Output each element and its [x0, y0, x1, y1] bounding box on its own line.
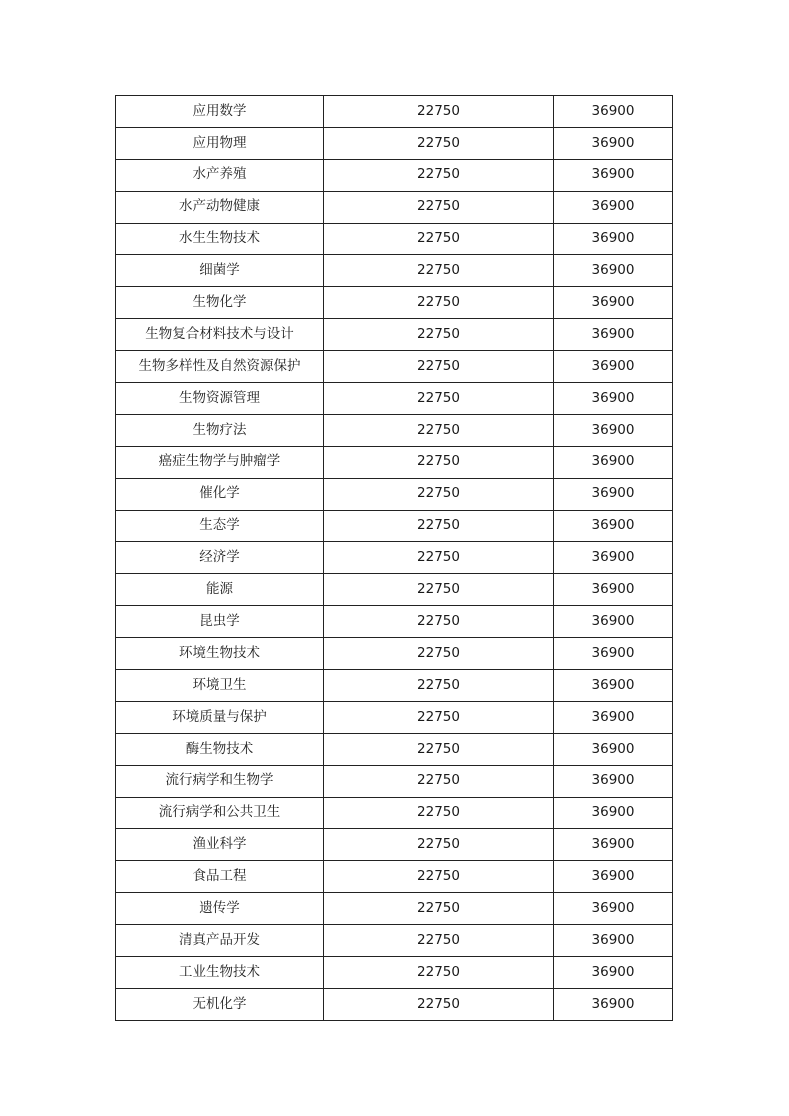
- fee-value-cell-2: 36900: [554, 478, 673, 510]
- table-row: [116, 861, 673, 893]
- fee-value-cell-2: 36900: [554, 925, 673, 957]
- program-name-cell: 癌症生物学与肿瘤学: [116, 446, 324, 478]
- table-row: [116, 446, 673, 478]
- program-name-cell: 应用物理: [116, 127, 324, 159]
- fee-value-cell-1: 22750: [324, 797, 554, 829]
- program-name-cell: 水产养殖: [116, 159, 324, 191]
- program-name-cell: 无机化学: [116, 988, 324, 1020]
- table-row: [116, 351, 673, 383]
- table-row: [116, 319, 673, 351]
- fee-value-cell-1: 22750: [324, 765, 554, 797]
- program-name-cell: 细菌学: [116, 255, 324, 287]
- fee-value-cell-1: 22750: [324, 159, 554, 191]
- table-row: [116, 893, 673, 925]
- fee-value-cell-1: 22750: [324, 893, 554, 925]
- fee-value-cell-2: 36900: [554, 510, 673, 542]
- table-row: [116, 414, 673, 446]
- program-name-cell: 工业生物技术: [116, 957, 324, 989]
- fee-value-cell-1: 22750: [324, 606, 554, 638]
- fee-value-cell-2: 36900: [554, 861, 673, 893]
- program-name-cell: 遗传学: [116, 893, 324, 925]
- fee-value-cell-2: 36900: [554, 957, 673, 989]
- program-name-cell: 渔业科学: [116, 829, 324, 861]
- program-name-cell: 生物多样性及自然资源保护: [116, 351, 324, 383]
- fee-value-cell-2: 36900: [554, 606, 673, 638]
- table-row: [116, 478, 673, 510]
- fee-value-cell-1: 22750: [324, 733, 554, 765]
- table-row: [116, 988, 673, 1020]
- fee-value-cell-2: 36900: [554, 893, 673, 925]
- table-row: [116, 797, 673, 829]
- program-name-cell: 生物资源管理: [116, 383, 324, 415]
- fee-value-cell-1: 22750: [324, 510, 554, 542]
- fee-value-cell-2: 36900: [554, 96, 673, 128]
- fee-value-cell-2: 36900: [554, 670, 673, 702]
- program-name-cell: 水产动物健康: [116, 191, 324, 223]
- program-name-cell: 催化学: [116, 478, 324, 510]
- fee-value-cell-1: 22750: [324, 319, 554, 351]
- program-name-cell: 酶生物技术: [116, 733, 324, 765]
- table-row: [116, 957, 673, 989]
- fee-value-cell-2: 36900: [554, 765, 673, 797]
- program-name-cell: 昆虫学: [116, 606, 324, 638]
- table-row: [116, 96, 673, 128]
- fee-value-cell-2: 36900: [554, 127, 673, 159]
- fee-value-cell-2: 36900: [554, 223, 673, 255]
- fee-value-cell-1: 22750: [324, 446, 554, 478]
- program-name-cell: 流行病学和生物学: [116, 765, 324, 797]
- program-fee-table: [115, 95, 673, 1021]
- table-row: [116, 670, 673, 702]
- fee-value-cell-2: 36900: [554, 446, 673, 478]
- program-name-cell: 生物复合材料技术与设计: [116, 319, 324, 351]
- fee-value-cell-1: 22750: [324, 351, 554, 383]
- fee-value-cell-1: 22750: [324, 670, 554, 702]
- fee-value-cell-1: 22750: [324, 255, 554, 287]
- table-row: [116, 255, 673, 287]
- table-row: [116, 127, 673, 159]
- program-name-cell: 流行病学和公共卫生: [116, 797, 324, 829]
- fee-value-cell-2: 36900: [554, 574, 673, 606]
- table-body: [116, 96, 673, 1021]
- table-row: [116, 765, 673, 797]
- table-row: [116, 829, 673, 861]
- fee-value-cell-2: 36900: [554, 829, 673, 861]
- fee-value-cell-1: 22750: [324, 542, 554, 574]
- fee-value-cell-1: 22750: [324, 287, 554, 319]
- program-name-cell: 生态学: [116, 510, 324, 542]
- program-name-cell: 生物疗法: [116, 414, 324, 446]
- fee-value-cell-1: 22750: [324, 988, 554, 1020]
- table-row: [116, 383, 673, 415]
- fee-value-cell-1: 22750: [324, 96, 554, 128]
- table-row: [116, 701, 673, 733]
- program-name-cell: 清真产品开发: [116, 925, 324, 957]
- program-name-cell: 水生生物技术: [116, 223, 324, 255]
- fee-value-cell-1: 22750: [324, 957, 554, 989]
- fee-value-cell-2: 36900: [554, 797, 673, 829]
- table-row: [116, 733, 673, 765]
- table-row: [116, 574, 673, 606]
- program-name-cell: 食品工程: [116, 861, 324, 893]
- program-name-cell: 经济学: [116, 542, 324, 574]
- fee-value-cell-2: 36900: [554, 733, 673, 765]
- fee-value-cell-1: 22750: [324, 191, 554, 223]
- program-name-cell: 环境卫生: [116, 670, 324, 702]
- program-name-cell: 生物化学: [116, 287, 324, 319]
- table-row: [116, 159, 673, 191]
- fee-value-cell-1: 22750: [324, 127, 554, 159]
- program-name-cell: 应用数学: [116, 96, 324, 128]
- table-row: [116, 925, 673, 957]
- fee-value-cell-2: 36900: [554, 701, 673, 733]
- fee-value-cell-1: 22750: [324, 925, 554, 957]
- table-row: [116, 606, 673, 638]
- fee-value-cell-1: 22750: [324, 574, 554, 606]
- table-row: [116, 287, 673, 319]
- fee-value-cell-2: 36900: [554, 638, 673, 670]
- program-name-cell: 能源: [116, 574, 324, 606]
- fee-value-cell-2: 36900: [554, 414, 673, 446]
- fee-value-cell-1: 22750: [324, 478, 554, 510]
- table-row: [116, 191, 673, 223]
- fee-value-cell-2: 36900: [554, 159, 673, 191]
- fee-value-cell-2: 36900: [554, 319, 673, 351]
- program-name-cell: 环境生物技术: [116, 638, 324, 670]
- fee-value-cell-1: 22750: [324, 829, 554, 861]
- fee-value-cell-1: 22750: [324, 701, 554, 733]
- table-row: [116, 542, 673, 574]
- fee-value-cell-2: 36900: [554, 191, 673, 223]
- fee-value-cell-2: 36900: [554, 383, 673, 415]
- fee-value-cell-1: 22750: [324, 414, 554, 446]
- fee-value-cell-2: 36900: [554, 255, 673, 287]
- fee-value-cell-2: 36900: [554, 988, 673, 1020]
- fee-value-cell-2: 36900: [554, 351, 673, 383]
- fee-value-cell-1: 22750: [324, 861, 554, 893]
- fee-value-cell-2: 36900: [554, 287, 673, 319]
- table-row: [116, 638, 673, 670]
- fee-value-cell-1: 22750: [324, 638, 554, 670]
- table-row: [116, 510, 673, 542]
- fee-value-cell-1: 22750: [324, 223, 554, 255]
- table-row: [116, 223, 673, 255]
- fee-value-cell-2: 36900: [554, 542, 673, 574]
- fee-value-cell-1: 22750: [324, 383, 554, 415]
- program-name-cell: 环境质量与保护: [116, 701, 324, 733]
